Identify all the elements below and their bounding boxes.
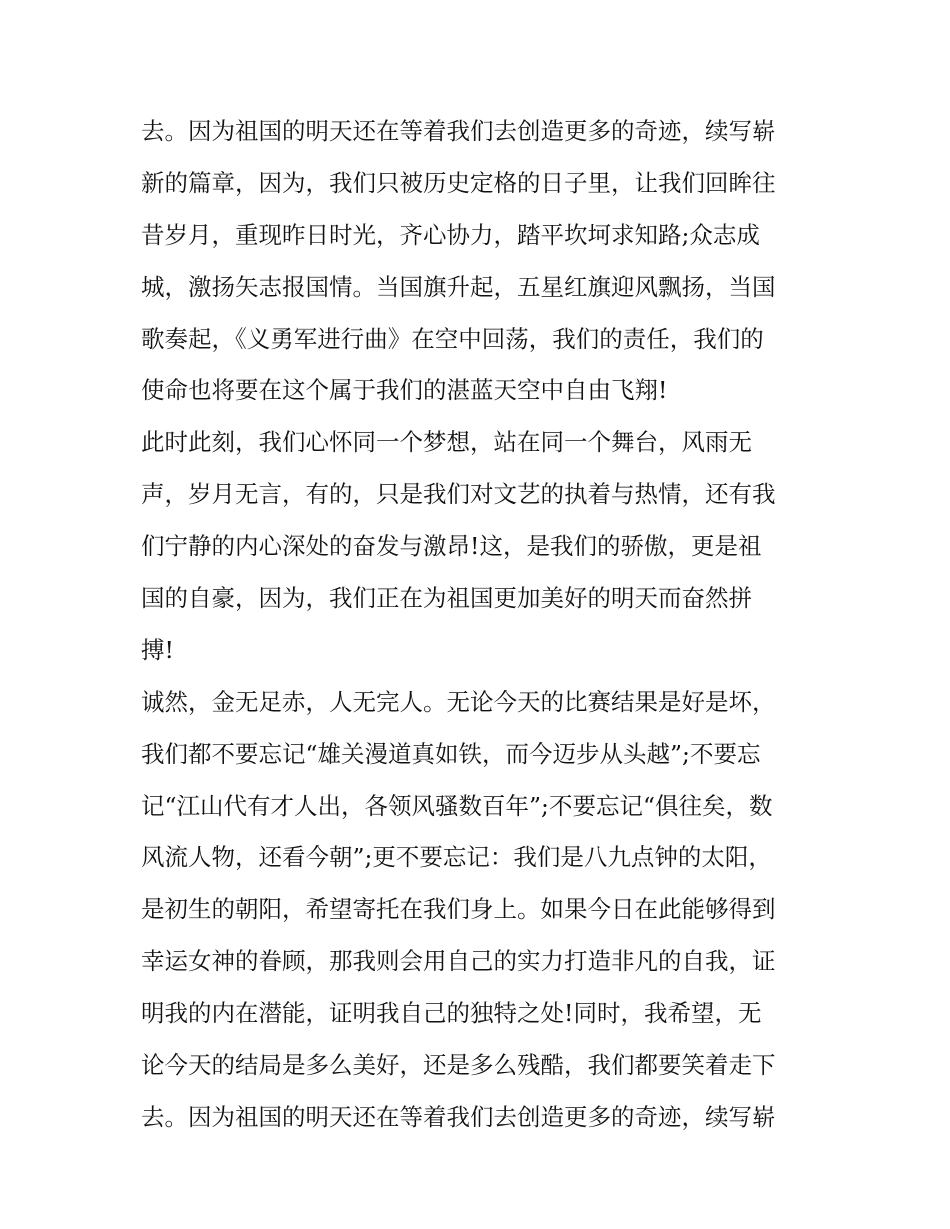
text-line: 歌奏起，《义勇军进行曲》在空中回荡，我们的责任，我们的 [141, 324, 764, 353]
text-line: 新的篇章，因为，我们只被历史定格的日子里，让我们回眸往 [141, 168, 776, 197]
text-line: 我们都不要忘记“雄关漫道真如铁，而今迈步从头越”;不要忘 [141, 739, 761, 768]
text-line: 城，激扬矢志报国情。当国旗升起，五星红旗迎风飘扬，当国 [141, 272, 776, 301]
text-line: 昔岁月，重现昨日时光，齐心协力，踏平坎坷求知路;众志成 [141, 220, 760, 249]
text-line: 幸运女神的眷顾，那我则会用自己的实力打造非凡的自我，证 [141, 947, 776, 976]
text-line: 去。因为祖国的明天还在等着我们去创造更多的奇迹，续写崭 [141, 1102, 776, 1131]
text-line: 去。因为祖国的明天还在等着我们去创造更多的奇迹，续写崭 [141, 117, 776, 145]
text-line: 使命也将要在这个属于我们的湛蓝天空中自由飞翔! [141, 376, 668, 405]
body-text [141, 106, 813, 1144]
text-line: 风流人物，还看今朝”;更不要忘记：我们是八九点钟的太阳， [141, 843, 772, 872]
text-line: 们宁静的内心深处的奋发与激昂!这，是我们的骄傲，更是祖 [141, 532, 762, 561]
text-line: 声，岁月无言，有的，只是我们对文艺的执着与热情，还有我 [141, 480, 776, 509]
text-line: 诚然，金无足赤，人无完人。无论今天的比赛结果是好是坏， [141, 687, 776, 716]
text-line: 是初生的朝阳，希望寄托在我们身上。如果今日在此能够得到 [141, 895, 776, 924]
text-line: 搏! [141, 635, 174, 664]
text-line: 此时此刻，我们心怀同一个梦想，站在同一个舞台，风雨无 [141, 428, 752, 457]
text-line: 记“江山代有才人出，各领风骚数百年”;不要忘记“俱往矣，数 [141, 791, 773, 820]
text-line: 国的自豪，因为，我们正在为祖国更加美好的明天而奋然拼 [141, 584, 752, 613]
text-line: 明我的内在潜能，证明我自己的独特之处!同时，我希望，无 [141, 999, 762, 1028]
text-line: 论今天的结局是多么美好，还是多么残酷，我们都要笑着走下 [141, 1051, 776, 1080]
